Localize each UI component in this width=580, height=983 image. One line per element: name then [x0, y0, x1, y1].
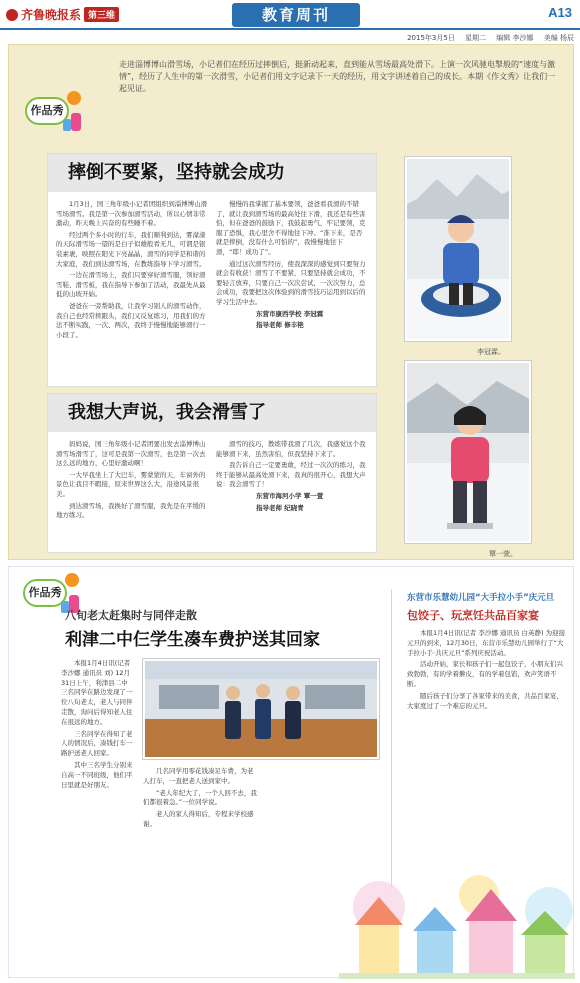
brand-sub-badge: 第三维	[84, 7, 119, 22]
article-column: 妈妈说，国三角年级小记者团要出发去淄博博山滑雪场滑雪了，这可是我第一次滑雪，也是第一次去这么远的地方，心里好激动啊！ 一大早我坐上了大巴车，雾蒙蒙的天，车窗外的景色让我目不暇接，原来世界这么大，沿途风景很美。 到达滑雪场，我换好了滑雪服，我先是在平缓的地方练习。	[56, 440, 206, 520]
article-headline: 摔倒不要紧，坚持就会成功	[48, 154, 376, 192]
section-title: 教育周刊	[232, 3, 360, 27]
photo-girl-skiing	[405, 361, 531, 543]
newspaper-brand: 齐鲁晚报系 第三维	[6, 6, 119, 23]
page-header	[0, 0, 580, 30]
badge-decor-icon	[63, 119, 71, 131]
article-column: 1月3日，国三角年级小记者团组织到淄博博山滑雪场滑雪。我是第一次参加滑雪活动，所以心情非常激动，昨天晚上兴奋的有些睡不着。 经过两个多小时的行车，我们顺利到达，雾濛濛的天际滑雪场一望的是白子似雄般看无几，可谓是银装素裹，映照在阳光下亮晶晶，滑雪的同学是和谐的大家庭，我们到达滑雪场，在教练指导下学习滑雪。 一边在滑雪场上，我们只要穿好滑雪服，领好滑雪鞋、滑雪板，我在指导下参加了活动，我最先从最低的山坡开始。 爸爸在一旁帮助我，让我学习别人的滑雪动作，我自己也经常摔跟头，我们又反复练习，用我们的方法不断实践，一次、两次，我终于慢慢地能够滑行一小段了。	[56, 200, 208, 339]
badge-decor-icon	[67, 91, 81, 105]
author-signature: 东营市康西学校 李冠霖	[256, 309, 324, 318]
works-badge-label: 作品秀	[23, 579, 67, 607]
article-column: 本报1月4日讯(记者 李沙娜 通讯员 刘) 12月31日上午，利津县二中三名同学在路边发现了一位八旬老太，老人与同伴走散，询问后得知老人住在很远的地方。 三名同学在得知了老人的情况后，凑钱打车一路护送老人回家。 其中三名学生分别来自高一不同班级，他们平日里就是好朋友。	[61, 659, 133, 789]
author-signature: 东营市海河小学 覃一萱	[256, 491, 324, 500]
article-i-can-ski	[47, 393, 377, 553]
badge-decor-icon	[65, 573, 79, 587]
works-badge	[25, 89, 85, 133]
photo-caption: 李冠霖。	[477, 348, 505, 356]
teacher-signature: 指导老师 修丰艳	[256, 321, 304, 330]
column-divider	[391, 589, 392, 889]
badge-decor-icon	[71, 113, 81, 131]
article-headline: 我想大声说，我会滑雪了	[48, 394, 376, 432]
page-number: A13	[548, 5, 572, 20]
article-kicker: 八旬老太赶集时与同伴走散	[65, 609, 197, 622]
issue-editor: 编辑 李沙娜	[496, 34, 534, 42]
decorative-town-illustration	[339, 867, 575, 979]
photo-three-students	[143, 659, 379, 759]
photo-caption: 覃一萱。	[489, 550, 517, 558]
issue-designer: 美编 杨辰	[543, 34, 574, 42]
essay-section	[8, 44, 574, 560]
article-headline: 利津二中仨学生凑车费护送其回家	[65, 630, 320, 650]
section-intro: 走进淄博博山滑雪场，小记者们在经历过摔倒后，挺新动起来，直到能从雪场最高处滑下。上演一次风驰电掣般的“速度与激情”，经历了人生中的第一次滑雪，小记者们用文字记录下一天的经历，用文字讲述着自己的成长。本期《作文秀》让我们一起见证。	[119, 60, 556, 93]
article-column: 滑雪的技巧，教练带我滑了几次，我感觉这个我能够滑下来，虽然害怕，但我坚持下来了。 我告诉自己一定要勇敢，经过一次次的练习，我终于能够从最高处滑下来，我真的很开心，我想大声说：我会滑雪了！ 东营市海河小学 覃一萱 指导老师 纪晓青	[216, 440, 368, 546]
issue-weekday: 星期二	[465, 34, 487, 42]
works-badge-label: 作品秀	[25, 97, 69, 125]
article-column: 慢慢的我掌握了基本要领，爸爸看我滑的不错了，就让我到滑雪场的最高处往下滑，我还是有些害怕，但在爸爸的鼓励下，我鼓起勇气，牢记要领，克服了恐惧，我心里舍不得地往下冲。“准下来，是否就是摔倒，没有什么可怕的”，我慢慢地往下滑，“耶！成功了”。 通过这次滑雪经历，使我深深的感觉到只要努力就会有收获！滑雪了不要紧，只要坚持就会成功，不要轻言放弃，只要自己一次次尝试，一次次努力，总会成功，我要把这次体验到的滑雪技巧运用到以后的学习生活中去。 东营市康西学校 李冠霖 指导老师 修丰艳	[216, 200, 368, 380]
teacher-signature: 指导老师 纪晓青	[256, 503, 304, 512]
article-column: 几名同学用零花钱凑足车费，为老人打车，一直把老人送到家中。 “老人年纪大了，一个人回不去，我们都很着急。”一位同学说。 老人的家人得知后，专程来学校感谢。	[143, 767, 257, 828]
issue-date: 2015年3月5日	[407, 34, 455, 42]
photo-boy-on-snow-tube	[405, 157, 511, 341]
news-section	[8, 566, 574, 978]
brand-logo-icon	[6, 9, 18, 21]
article-kicker: 东营市乐慧幼儿园“大手拉小手”庆元旦	[407, 593, 555, 603]
article-column: 本报1月4日讯(记者 李沙娜 通讯员 白英静) 为迎接元旦的到来，12月30日，东营市乐慧幼儿园举行了“大手拉小手·共庆元旦”系列庆祝活动。 活动开始，家长和孩子们一起包饺子，小朋友们兴致勃勃，有的学着擀皮，有的学着包馅，欢声笑语不断。 随后孩子们分享了各家带来的美食，共品百家宴，大家度过了一个难忘的元旦。	[407, 629, 566, 710]
issue-meta	[0, 33, 574, 43]
article-fall-and-persist	[47, 153, 377, 387]
article-headline: 包饺子、玩烹饪共品百家宴	[407, 609, 539, 622]
